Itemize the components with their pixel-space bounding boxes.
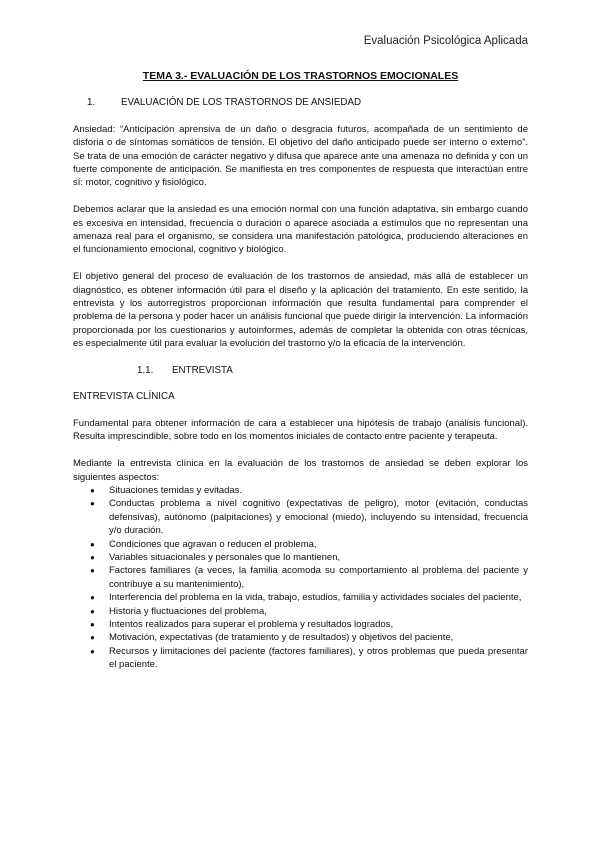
list-item: ● Historia y fluctuaciones del problema, <box>90 605 267 617</box>
section-number: 1.1. <box>137 365 154 377</box>
section-heading-1 <box>87 96 528 109</box>
section-label: ENTREVISTA <box>172 365 233 377</box>
section-number: 1. <box>87 97 96 109</box>
list-item: ● Motivación, expectativas (de tratamiento y de resultados) y objetivos del paciente, <box>90 632 454 644</box>
bullet-icon: ● <box>90 539 95 549</box>
list-item: ● Recursos y limitaciones del paciente (factores familiares), y otros problemas que pueda presentar el paciente. <box>90 645 528 671</box>
bullet-icon: ● <box>90 566 95 576</box>
paragraph-ansiedad: Ansiedad: “Anticipación aprensiva de un daño o desgracia futuros, acompañada de un sentimiento de disforia o de síntomas somáticos de tensión. El objetivo del daño anticipado puede ser interno o externo”. Se trata de una emoción de carácter negativo y difusa que aparece ante una amenaza no definida y con un fuerte componente de anticipación. Se manifiesta en tres componentes de respuesta que interactúan entre sí: motor, cognitivo y fisiológico. <box>73 123 528 189</box>
list-item: ● Situaciones temidas y evitadas. <box>90 484 243 496</box>
list-item: ● Interferencia del problema en la vida, trabajo, estudios, familia y actividades sociales del paciente, <box>90 592 522 604</box>
bullet-icon: ● <box>90 593 95 603</box>
bullet-icon: ● <box>90 633 95 643</box>
paragraph-ansiedad-normal: Debemos aclarar que la ansiedad es una emoción normal con una función adaptativa, sin embargo cuando es excesiva en intensidad, frecuencia o duración o aparece asociada a estímulos que no representan una amenaza real para el organismo, se considera una manifestación patológica, produciendo alteraciones en el funcionamiento emocional, cognitivo y biológico. <box>73 204 528 256</box>
bullet-icon: ● <box>90 606 95 616</box>
list-item: ● Variables situacionales y personales que lo mantienen, <box>90 551 341 563</box>
bullet-icon: ● <box>90 499 95 509</box>
paragraph-objetivo: El objetivo general del proceso de evaluación de los trastornos de ansiedad, más allá de establecer un diagnóstico, es obtener información útil para el diseño y la aplicación del tratamiento. En este sentido, la entrevista y los autorregistros proporcionan información que resulta fundamental para comprender el problema de la persona y poder hacer un análisis funcional que puede dirigir la intervención. La información proporcionada por los cuestionarios y autoinformes, además de completar la obtenida con otras técnicas, es especialmente útil para evaluar la evolución del trastorno y/o la eficacia de la intervención. <box>73 271 528 350</box>
bullet-icon: ● <box>90 619 95 629</box>
list-item: ● Factores familiares (a veces, la familia acomoda su comportamiento al problema del paciente y contribuye a su mantenimiento), <box>90 565 528 590</box>
bullet-icon: ● <box>90 646 95 656</box>
list-item: ● Conductas problema a nivel cognitivo (expectativas de peligro), motor (evitación, conductas defensivas), autónomo (palpitaciones) y emocional (miedo), incluyendo su intensidad, frecuencia y/o duración. <box>90 498 528 537</box>
paragraph-entrevista: Fundamental para obtener información de cara a establecer una hipótesis de trabajo (análisis funcional). Resulta imprescindible, sobre todo en los momentos iniciales de contacto entre paciente y terapeuta. <box>73 417 528 443</box>
page-header: Evaluación Psicológica Aplicada <box>363 35 528 47</box>
section-heading-1-1 <box>137 364 528 377</box>
aspects-list <box>73 484 528 672</box>
bullet-icon: ● <box>90 552 95 562</box>
bullet-icon: ● <box>90 485 95 495</box>
list-item: ● Condiciones que agravan o reducen el problema, <box>90 538 317 550</box>
document-title: TEMA 3.- EVALUACIÓN DE LOS TRASTORNOS EMOCIONALES <box>142 70 459 82</box>
section-label: EVALUACIÓN DE LOS TRASTORNOS DE ANSIEDAD <box>121 97 362 109</box>
document-body <box>73 70 528 672</box>
list-intro: Mediante la entrevista clínica en la evaluación de los trastornos de ansiedad se deben explorar los siguientes aspectos: <box>73 458 528 483</box>
list-item: ● Intentos realizados para superar el problema y resultados logrados, <box>90 618 394 630</box>
subheading: ENTREVISTA CLÍNICA <box>73 391 175 403</box>
